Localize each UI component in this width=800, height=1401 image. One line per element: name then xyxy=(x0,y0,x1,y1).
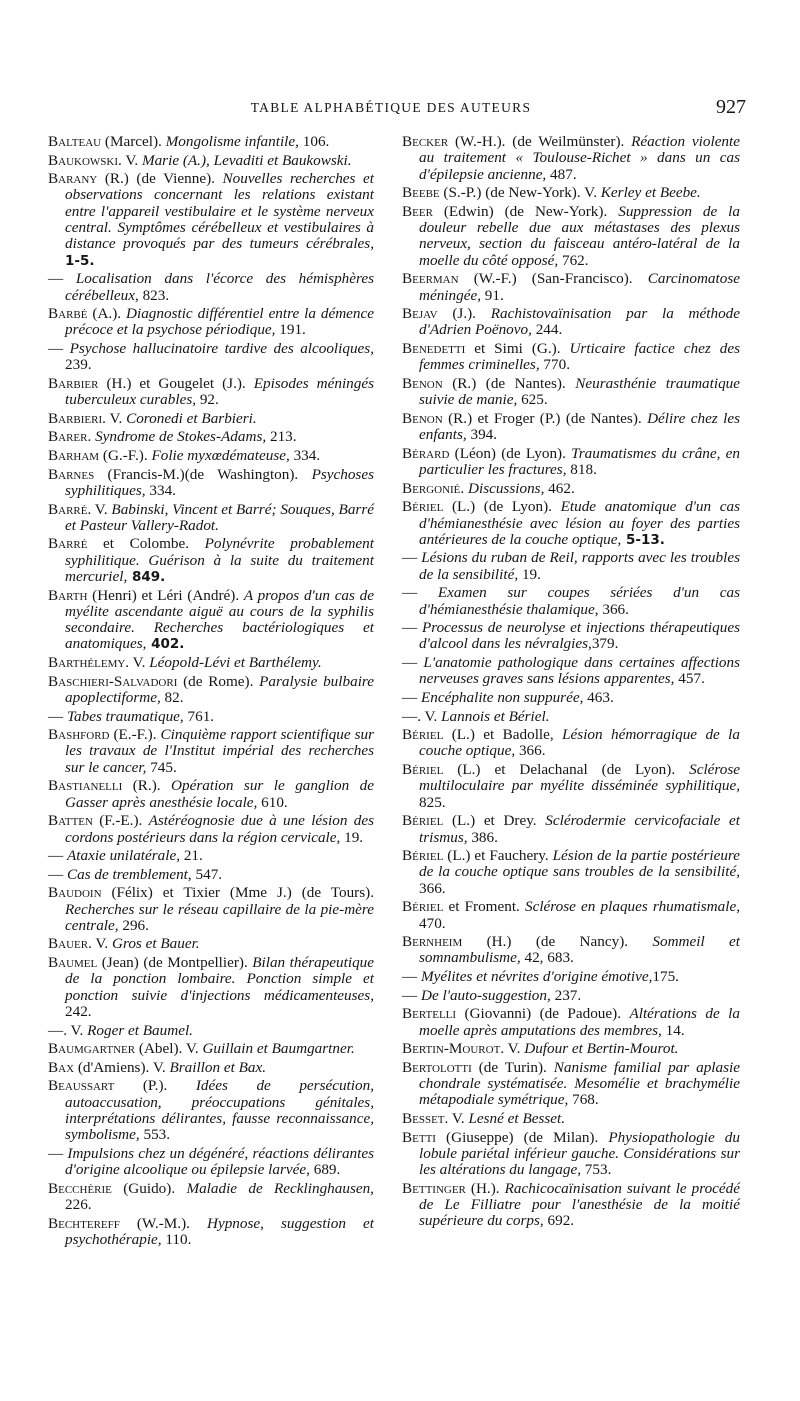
entry-title: Suppression de la douleur rebelle due aux métastases des plexus nerveux, section du faisceau antéro-latéral de la moelle du côté opposé, xyxy=(419,202,740,269)
entry-author: Bériel xyxy=(402,498,444,516)
entry-author: Baukowski xyxy=(48,151,119,169)
index-entry xyxy=(48,448,374,464)
entry-page-ref: 334. xyxy=(145,481,176,499)
entry-page-ref: 753. xyxy=(581,1161,612,1179)
entry-title: Lesné et Besset. xyxy=(468,1109,566,1127)
index-entry xyxy=(402,988,740,1004)
entry-page-ref: 553. xyxy=(139,1126,171,1144)
entry-page-ref: 394. xyxy=(466,426,498,444)
entry-page-ref: 366. xyxy=(598,600,629,618)
entry-title: Paralysie bulbaire apoplectiforme, xyxy=(65,672,374,706)
entry-text: . V. xyxy=(102,409,127,427)
entry-author: Barré xyxy=(48,535,88,553)
entry-title: Nouvelles recherches et observations concernant les relations existant entre l'appareil vestibulaire et le système nerveux central. Symptômes cérébelleux et vestibulaires à distance provoqués par des tumeurs cérébrales, xyxy=(65,170,374,253)
entry-author: Bergonié xyxy=(402,479,461,497)
entry-title: Encéphalite non suppurée, xyxy=(420,688,584,706)
entry-page-ref: 770. xyxy=(539,356,570,374)
index-entry xyxy=(402,1111,740,1127)
entry-page-ref: 487. xyxy=(546,165,577,183)
entry-text: (R.) (de Vienne). xyxy=(97,170,223,188)
entry-title: Nanisme familial par aplasie chondrale systématisée. Mesomélie et brachymélie métapodiale symétrique, xyxy=(419,1058,740,1109)
index-entry xyxy=(402,376,740,409)
entry-text: . V. xyxy=(118,151,142,169)
entry-title: Cas de tremblement, xyxy=(66,865,192,883)
entry-page-ref: 226. xyxy=(65,1196,92,1214)
index-entry xyxy=(402,1181,740,1230)
entry-page-ref: 106. xyxy=(298,133,330,150)
entry-title: Bilan thérapeutique de la ponction lombaire. Ponction simple et ponction suivie d'injections médicamenteuses, xyxy=(65,954,374,1004)
entry-page-ref: 14. xyxy=(661,1021,685,1039)
entry-text: — xyxy=(48,847,67,865)
entry-author: Bertelli xyxy=(402,1005,457,1023)
entry-title: Urticaire factice chez des femmes criminelles, xyxy=(419,340,740,374)
entry-text: (G.-F.). xyxy=(99,447,152,465)
index-entry xyxy=(402,585,740,618)
index-entry xyxy=(48,376,374,409)
entry-text: —. V. xyxy=(48,1021,88,1039)
index-entry xyxy=(48,778,374,811)
entry-page-ref: 42, 683. xyxy=(520,949,574,967)
entry-author: Barbier xyxy=(48,374,99,392)
index-entry xyxy=(48,1181,374,1214)
entry-text: (P.). xyxy=(114,1077,196,1095)
index-entry xyxy=(48,1023,374,1039)
index-entry xyxy=(48,936,374,952)
entry-author: Barer xyxy=(48,428,88,446)
entry-text: — xyxy=(402,654,424,672)
entry-title: Altérations de la moelle après amputations des membres, xyxy=(419,1005,740,1039)
entry-author: Bériel xyxy=(402,812,444,830)
index-entry xyxy=(402,848,740,897)
entry-title: Lésion hémorragique de la couche optique, xyxy=(419,726,740,760)
entry-text: et Simi (G.). xyxy=(465,340,570,358)
index-entry xyxy=(402,690,740,706)
entry-page-ref: 366. xyxy=(515,742,546,760)
entry-page-ref: 761. xyxy=(183,707,215,725)
entry-author: Beebe xyxy=(402,184,440,202)
index-entry xyxy=(402,134,740,183)
index-entry xyxy=(48,536,374,585)
entry-page-ref: 463. xyxy=(583,688,614,706)
index-entry xyxy=(402,1060,740,1109)
entry-title: Rachicocaïnisation suivant le procédé de Le Filliatre pour l'anesthésie de la moitié supérieure du corps, xyxy=(419,1179,740,1230)
entry-text: . xyxy=(87,428,96,446)
index-entry xyxy=(48,727,374,776)
entry-author: Bériel xyxy=(402,898,444,916)
index-entry xyxy=(48,306,374,339)
entry-title: Lésion de la partie postérieure de la couche optique sans troubles de la sensibilité, xyxy=(419,847,740,881)
entry-text: (J.). xyxy=(437,305,491,323)
entry-text: (Francis-M.)(de Washington). xyxy=(94,465,312,483)
entry-text: . V. xyxy=(87,500,112,518)
index-entry xyxy=(402,1130,740,1179)
entry-title: Examen sur coupes sériées d'un cas d'hémianesthésie thalamique, xyxy=(419,584,741,618)
index-entry xyxy=(402,341,740,374)
index-entry xyxy=(402,727,740,760)
entry-text: (R.) (de Nantes). xyxy=(442,374,576,392)
entry-title: Gros et Bauer. xyxy=(112,935,200,953)
entry-page-ref: 237. xyxy=(550,986,582,1004)
entry-text: (L.) et Delachanal (de Lyon). xyxy=(443,761,690,779)
entry-text: (A.). xyxy=(87,305,126,323)
entry-text: — xyxy=(48,1144,68,1162)
entry-author: Barbieri xyxy=(48,409,103,427)
entry-text: . V. xyxy=(125,654,150,672)
entry-text: (W.-M.). xyxy=(119,1214,207,1232)
entry-text: (R.). xyxy=(122,777,172,795)
entry-text: (H.). xyxy=(465,1179,505,1197)
index-entry xyxy=(402,709,740,725)
index-entry xyxy=(48,341,374,374)
entry-text: — xyxy=(402,549,422,567)
entry-page-ref: 19. xyxy=(340,828,364,846)
entry-title: L'anatomie pathologique dans certaines affections nerveuses graves sans lésions apparentes, xyxy=(419,654,741,688)
entry-author: Baumel xyxy=(48,954,98,972)
entry-author: Barth xyxy=(48,586,88,604)
entry-title: Délire chez les enfants, xyxy=(419,409,740,444)
entry-title: Mongolisme infantile, xyxy=(165,133,299,150)
entry-author: Barré xyxy=(48,500,88,518)
entry-page-ref: 296. xyxy=(118,916,149,934)
entry-text: (L.) (de Lyon). xyxy=(443,498,561,516)
entry-page-ref: 213. xyxy=(266,428,297,446)
entry-page-ref: 21. xyxy=(180,847,203,865)
entry-text: (Giuseppe) (de Milan). xyxy=(435,1128,609,1146)
index-entry xyxy=(48,1078,374,1143)
entry-author: Bériel xyxy=(402,847,444,865)
index-entry xyxy=(48,467,374,500)
entry-text: (d'Amiens). V. xyxy=(74,1058,170,1076)
page-number: 927 xyxy=(716,96,746,118)
entry-title: Lésions du ruban de Reil, rapports avec les troubles de la sensibilité, xyxy=(419,549,740,583)
index-entry xyxy=(48,848,374,864)
entry-author: Beer xyxy=(402,202,433,220)
index-entry xyxy=(48,502,374,535)
index-entry xyxy=(402,813,740,846)
entry-title: Neurasthénie traumatique suivie de manie, xyxy=(419,374,741,409)
entry-author: Baudoin xyxy=(48,884,102,902)
entry-title: Syndrome de Stokes-Adams, xyxy=(95,428,267,446)
entry-title: Coronedi et Barbieri. xyxy=(126,409,257,427)
entry-title: Etude anatomique d'un cas d'hémianesthésie avec lésion au foyer des parties antérieures de la couche optique, xyxy=(419,498,741,548)
entry-title: Sclérodermie cervicofaciale et trismus, xyxy=(419,812,740,846)
entry-author: Bérard xyxy=(402,444,450,462)
entry-text: et Colombe. xyxy=(87,535,205,553)
entry-page-ref: 244. xyxy=(531,321,563,339)
entry-author: Barthélemy xyxy=(48,654,126,672)
entry-text: — xyxy=(402,619,422,637)
entry-page-ref: 462. xyxy=(544,479,575,497)
entry-author: Beaussart xyxy=(48,1077,115,1095)
entry-text: (de Rome). xyxy=(177,672,260,690)
entry-author: Becker xyxy=(402,133,449,150)
entry-title: Impulsions chez un dégénéré, réactions délirantes d'origine alcoolique ou épilepsie larvée, xyxy=(65,1144,374,1179)
entry-page-ref: 19. xyxy=(518,565,541,583)
entry-author: Bertolotti xyxy=(402,1058,472,1076)
entry-text: — xyxy=(48,865,67,883)
entry-title: Psychoses syphilitiques, xyxy=(65,465,374,499)
entry-page-ref: 692. xyxy=(543,1212,575,1230)
entry-title: Discussions, xyxy=(468,479,545,497)
entry-text: (Félix) et Tixier (Mme J.) (de Tours). xyxy=(101,884,374,902)
entry-page-ref: 92. xyxy=(196,391,219,409)
entry-title: Hypnose, suggestion et psychothérapie, xyxy=(65,1214,374,1248)
entry-text: — xyxy=(48,270,76,288)
entry-title: Cinquième rapport scientifique sur les travaux de l'Institut impérial des recherches sur le cancer, xyxy=(65,726,374,776)
index-entry xyxy=(402,185,740,201)
left-column xyxy=(48,134,374,1251)
entry-author: Bejav xyxy=(402,305,438,323)
entry-title: Localisation dans l'écorce des hémisphères cérébelleux, xyxy=(65,270,374,304)
index-entry xyxy=(402,762,740,811)
index-entry xyxy=(402,550,740,583)
index-entry xyxy=(48,429,374,445)
entry-text: (S.-P.) (de New-York). V. xyxy=(439,184,601,202)
entry-page-ref: 762. xyxy=(558,251,589,269)
entry-text: (Abel). V. xyxy=(135,1040,203,1058)
index-entry xyxy=(48,588,374,653)
entry-text: —. V. xyxy=(402,707,442,725)
index-entry xyxy=(48,1146,374,1179)
index-entry xyxy=(48,655,374,671)
entry-title: Physiopathologie du lobule pariétal inférieur gauche. Considérations sur les altérations du langage, xyxy=(419,1128,740,1179)
entry-title: Maladie de Recklinghausen, xyxy=(186,1179,374,1197)
entry-page-ref: 625. xyxy=(517,391,548,409)
running-title: TABLE ALPHABÉTIQUE DES AUTEURS xyxy=(250,100,532,115)
index-entry xyxy=(48,271,374,304)
entry-text: . V. xyxy=(88,935,112,953)
entry-text: (Léon) (de Lyon). xyxy=(449,444,572,462)
entry-text: (L.) et Badolle, xyxy=(443,726,563,744)
index-entry xyxy=(48,411,374,427)
entry-title: Recherches sur le réseau capillaire de la pie-mère centrale, xyxy=(65,900,374,934)
entry-title: Sclérose multiloculaire par myélite disséminée syphilitique, xyxy=(419,761,740,795)
entry-author: Bernheim xyxy=(402,933,463,951)
entry-text: — xyxy=(402,688,421,706)
entry-author: Benon xyxy=(402,409,443,427)
entry-title: Marie (A.), Levaditi et Baukowski. xyxy=(141,151,352,169)
entry-title: Lannois et Bériel. xyxy=(441,707,550,725)
entry-text: (F.-E.). xyxy=(92,812,149,830)
entry-title: Sclérose en plaques rhumatismale, xyxy=(525,898,740,916)
entry-title: Psychose hallucinatoire tardive des alcooliques, xyxy=(69,340,375,358)
entry-page-ref: 547. xyxy=(191,865,223,883)
entry-author: Baumgartner xyxy=(48,1040,136,1058)
entry-page-ref: 610. xyxy=(257,793,288,811)
entry-title: Traumatismes du crâne, en particulier les fractures, xyxy=(419,444,740,479)
entry-text: (H.) et Gougelet (J.). xyxy=(98,374,254,392)
entry-title: Roger et Baumel. xyxy=(87,1021,193,1039)
entry-text: (L.) et Drey. xyxy=(443,812,546,830)
entry-title: A propos d'un cas de myélite ascendante aiguë au cours de la syphilis secondaire. Recherches bactériologiques et anatomiques, xyxy=(65,586,374,653)
index-entry xyxy=(402,969,740,985)
entry-title: Astéréognosie due à une lésion des cordons postérieurs dans la région cervicale, xyxy=(65,812,374,846)
index-entry xyxy=(402,481,740,497)
entry-text: . V. xyxy=(500,1040,525,1058)
entry-text: (Marcel). xyxy=(101,133,166,150)
index-entry xyxy=(402,620,740,653)
entry-text: — xyxy=(48,707,67,725)
entry-author: Barnes xyxy=(48,465,95,483)
index-entry xyxy=(48,674,374,707)
entry-title: Polynévrite probablement syphilitique. Guérison à la suite du traitement mercuriel, xyxy=(65,535,374,585)
page-header xyxy=(36,96,746,126)
entry-title: Tabes traumatique, xyxy=(66,707,184,725)
index-entry xyxy=(402,1041,740,1057)
entry-text: (E.-F.). xyxy=(109,726,161,744)
entry-author: Barbé xyxy=(48,305,88,323)
entry-author: Batten xyxy=(48,812,93,830)
entry-title: Opération sur le ganglion de Gasser après anesthésie locale, xyxy=(65,777,374,811)
index-entry xyxy=(48,867,374,883)
index-entry xyxy=(48,134,374,150)
entry-author: Baschieri-Salvadori xyxy=(48,672,178,690)
index-entry xyxy=(48,813,374,846)
entry-text: — xyxy=(402,584,438,602)
entry-text: et Froment. xyxy=(443,898,525,916)
entry-page-ref: 818. xyxy=(566,461,597,479)
entry-title: Réaction violente au traitement « Toulouse-Richet » dans un cas d'épilepsie ancienne, xyxy=(419,133,740,183)
entry-title: Léopold-Lévi et Barthélemy. xyxy=(149,654,322,672)
entry-page-ref: 745. xyxy=(146,758,177,776)
entry-page-ref: 379. xyxy=(591,635,619,653)
entry-text: (de Turin). xyxy=(471,1058,554,1076)
index-entry xyxy=(402,899,740,932)
entry-title: Episodes méningés tuberculeux curables, xyxy=(65,374,374,409)
entry-page-ref: 823. xyxy=(138,286,170,304)
entry-text: (Giovanni) (de Padoue). xyxy=(456,1005,630,1023)
index-entry xyxy=(402,204,740,269)
index-entry xyxy=(402,271,740,304)
entry-text: — xyxy=(48,340,70,358)
entry-page-ref: 191. xyxy=(275,321,306,339)
entry-title: Ataxie unilatérale, xyxy=(66,847,181,865)
entry-text: (W.-F.) (San-Francisco). xyxy=(458,270,648,288)
entry-author: Barham xyxy=(48,447,100,465)
entry-title: De l'auto-suggestion, xyxy=(420,986,551,1004)
index-entry xyxy=(48,885,374,934)
entry-title: Folie myxœdémateuse, xyxy=(151,447,290,465)
entry-page-ref: 334. xyxy=(289,447,321,465)
entry-text: . xyxy=(460,479,468,497)
entry-text: (Edwin) (de New-York). xyxy=(432,202,619,220)
entry-author: Bechtereff xyxy=(48,1214,120,1232)
entry-author: Bauer xyxy=(48,935,89,953)
entry-text: (Henri) et Léri (André). xyxy=(87,586,244,604)
index-entry xyxy=(402,499,740,548)
entry-page-ref-bold: 402. xyxy=(146,636,185,653)
entry-text: . V. xyxy=(444,1109,469,1127)
entry-page-ref: 175. xyxy=(652,968,679,986)
entry-title: Myélites et névrites d'origine émotive, xyxy=(420,968,653,986)
entry-text: (Guido). xyxy=(111,1179,187,1197)
entry-author: Betti xyxy=(402,1128,436,1146)
entry-page-ref: 689. xyxy=(309,1161,341,1179)
entry-page-ref: 386. xyxy=(467,828,498,846)
entry-author: Bettinger xyxy=(402,1179,466,1197)
entry-page-ref: 768. xyxy=(568,1091,599,1109)
index-entry xyxy=(402,934,740,967)
index-entry xyxy=(48,709,374,725)
entry-page-ref: 239. xyxy=(65,356,92,374)
entry-author: Bériel xyxy=(402,726,444,744)
entry-title: Sommeil et somnambulisme, xyxy=(419,933,740,967)
entry-page-ref: 470. xyxy=(419,914,446,932)
entry-text: — xyxy=(402,986,421,1004)
entry-text: (R.) et Froger (P.) (de Nantes). xyxy=(442,409,648,427)
index-entry xyxy=(48,1041,374,1057)
entry-title: Idées de persécution, autoaccusation, préoccupations génitales, interprétations délirantes, fausse reconnaissance, symbolisme, xyxy=(65,1077,374,1144)
entry-page-ref: 91. xyxy=(481,286,504,304)
entry-page-ref: 110. xyxy=(161,1230,192,1248)
entry-author: Bashford xyxy=(48,726,110,744)
entry-text: (Jean) (de Montpellier). xyxy=(97,954,253,972)
index-entry xyxy=(48,1216,374,1249)
index-entry xyxy=(402,1006,740,1039)
entry-page-ref: 82. xyxy=(160,688,184,706)
entry-text: (L.) et Fauchery. xyxy=(443,847,553,865)
entry-page-ref: 457. xyxy=(674,670,705,688)
entry-author: Benon xyxy=(402,374,443,392)
index-entry xyxy=(48,171,374,269)
entry-title: Diagnostic différentiel entre la démence précoce et la psychose périodique, xyxy=(65,305,374,339)
entry-title: Rachistovaïnisation par la méthode d'Adrien Poënovo, xyxy=(419,305,740,339)
entry-author: Benedetti xyxy=(402,340,466,358)
entry-title: Carcinomatose méningée, xyxy=(419,270,740,304)
entry-author: Bastianelli xyxy=(48,777,123,795)
index-entry xyxy=(48,153,374,169)
index-entry xyxy=(402,411,740,444)
entry-author: Barany xyxy=(48,170,98,188)
entry-text: (H.) (de Nancy). xyxy=(462,933,653,951)
entry-title: Dufour et Bertin-Mourot. xyxy=(524,1040,679,1058)
index-entry xyxy=(402,446,740,479)
entry-title: Kerley et Beebe. xyxy=(600,184,701,202)
entry-author: Balteau xyxy=(48,133,102,150)
entry-page-ref: 242. xyxy=(65,1002,92,1020)
entry-author: Bertin-Mourot xyxy=(402,1040,501,1058)
entry-text: — xyxy=(402,968,421,986)
entry-page-ref-bold: 1-5. xyxy=(65,252,95,269)
entry-title: Babinski, Vincent et Barré; Souques, Barré et Pasteur Vallery-Radot. xyxy=(65,500,374,534)
entry-author: Becchèrie xyxy=(48,1179,112,1197)
entry-author: Besset xyxy=(402,1109,445,1127)
right-column xyxy=(402,134,740,1232)
entry-page-ref-bold: 5-13. xyxy=(621,531,665,548)
entry-text: (W.-H.). (de Weilmünster). xyxy=(448,133,632,150)
entry-title: Guillain et Baumgartner. xyxy=(202,1040,355,1058)
entry-title: Braillon et Bax. xyxy=(169,1058,267,1076)
index-entry xyxy=(48,955,374,1020)
entry-title: Processus de neurolyse et injections thérapeutiques d'alcool dans les névralgies, xyxy=(419,619,740,653)
entry-author: Bériel xyxy=(402,761,444,779)
entry-page-ref: 366. xyxy=(419,879,446,897)
index-entry xyxy=(48,1060,374,1076)
entry-author: Beerman xyxy=(402,270,459,288)
index-entry xyxy=(402,306,740,339)
entry-page-ref-bold: 849. xyxy=(127,568,166,585)
entry-page-ref: 825. xyxy=(419,793,446,811)
entry-author: Bax xyxy=(48,1058,75,1076)
index-entry xyxy=(402,655,740,688)
